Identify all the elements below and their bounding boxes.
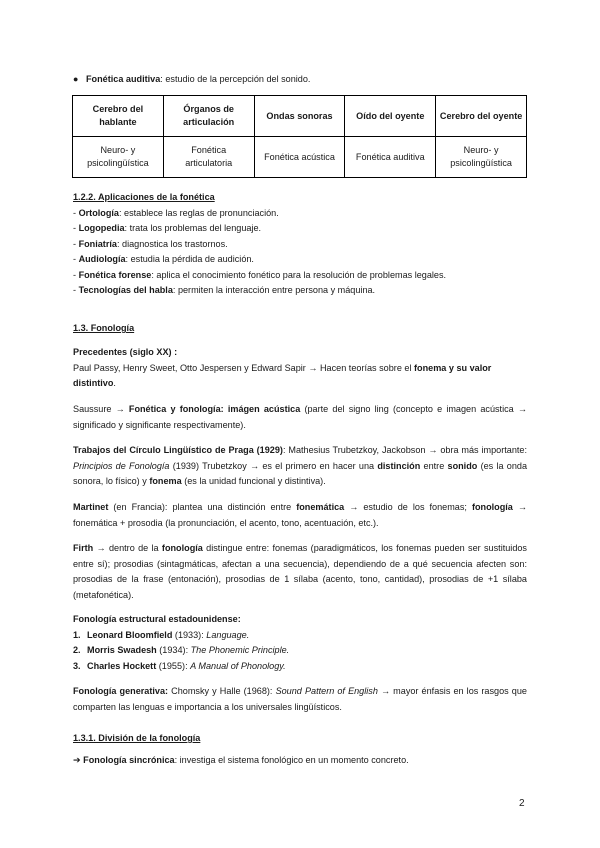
saussure-paragraph [73,402,527,433]
martinet-text: → fonemática + prosodia (la pronunciación, el acento, tono, acentuación, etc.). [73,502,527,528]
generativa-bold: Fonología generativa: [73,686,169,696]
list-item [73,268,527,284]
intro-term: Fonética auditiva [86,74,161,84]
item-term: Foniatría [78,238,117,249]
martinet-text: (en Francia): plantea una distinción entre [108,502,297,512]
item-term: Tecnologías del habla [78,285,173,295]
firth-text: distingue entre: fonemas (paradigmáticos, los fonemas pueden ser sustituidos entre sí); prosodias (sintagmáticas, afectan a una secuencia), dependiendo de a qué secuencia afecten son: prosodias de la frase (entonación), prosodias de 1 sílaba (acento, tono, cantidad), prosodias de +1 sílaba (metafonética). [73,543,527,600]
author-name: Leonard Bloomfield [87,629,173,640]
page-number: 2 [519,798,525,809]
praga-text: (1939) Trubetzkoy → es el primero en hacer una [169,460,378,471]
table-cell: Fonética acústica [254,137,345,178]
firth-paragraph [73,541,527,603]
intro-text: : estudio de la percepción del sonido. [160,74,311,84]
item-text: : diagnostica los trastornos. [116,238,228,249]
list-number: 3. [73,660,81,671]
list-item [73,252,527,268]
generativa-paragraph [73,684,527,715]
generativa-work: Sound Pattern of English [275,686,378,696]
author-name: Charles Hockett [87,660,157,671]
table-header-cell: Órganos de articulación [163,96,254,137]
item-term: Logopedia [78,223,125,233]
section-title: 1.3.1. División de la fonología [73,733,201,743]
martinet-name: Martinet [73,502,109,512]
list-item [73,221,527,237]
section-title: 1.2.2. Aplicaciones de la fonética [73,192,215,202]
precedentes-bold: fonema y su valor distintivo [73,362,492,388]
item-text: : establece las reglas de pronunciación. [118,207,279,218]
praga-work: Principios de Fonología [73,460,170,471]
item-text: : trata los problemas del lenguaje. [124,223,262,233]
division-text: : investiga el sistema fonológico en un momento concreto. [174,754,409,765]
praga-text: (es la unidad funcional y distintiva). [181,476,326,486]
firth-name: Firth [73,543,94,553]
estructural-title: Fonología estructural estadounidense: [73,614,241,624]
praga-bold: distinción [377,460,421,471]
dash-marker: - [73,269,77,280]
table-cell: Fonética articulatoria [163,137,254,178]
praga-bold: fonema [149,476,182,486]
author-name: Morris Swadesh [87,645,157,655]
praga-paragraph [73,443,527,490]
phonetics-table [72,95,527,178]
list-item [73,206,527,222]
table-header-cell: Oído del oyente [345,96,436,137]
table-header-cell: Cerebro del hablante [73,96,164,137]
praga-bold: Trabajos del Círculo Lingüístico de Praga (1929) [73,445,283,455]
table-cell: Fonética auditiva [345,137,436,178]
table-cell: Neuro- y psicolingüística [436,137,527,178]
praga-text: entre [420,460,448,471]
estructural-section [73,612,527,674]
praga-text: : Mathesius Trubetzkoy, Jackobson → obra más importante: [282,445,527,455]
list-number: 1. [73,629,81,640]
author-year: (1955): [156,660,191,671]
list-item [73,237,527,253]
list-number: 2. [73,645,81,655]
precedentes-label: Precedentes (siglo XX) : [73,347,178,357]
aplicaciones-section [73,190,527,299]
table-row [73,137,527,178]
author-work: A Manual of Phonology. [190,660,286,671]
dash-marker: - [73,285,77,295]
arrow-icon: ➔ [73,754,81,765]
item-term: Ortología [78,207,119,218]
intro-bullet-line [73,72,527,88]
firth-text: → dentro de la [93,543,162,553]
precedentes-end: . [113,378,116,388]
praga-text: (es la onda sonora, lo físico) y [73,460,528,486]
item-text: : permiten la interacción entre persona y máquina. [172,285,376,295]
author-year: (1933): [172,629,207,640]
table-header-row [73,96,527,137]
list-item [73,753,527,769]
dash-marker: - [73,223,77,233]
dash-marker: - [73,238,77,249]
precedentes-paragraph [73,345,527,392]
list-item [73,628,527,644]
list-item [73,643,527,659]
saussure-text: (parte del signo ling (concepto e imagen acústica → significado y significante respectivamente). [73,404,527,430]
list-item [73,659,527,675]
item-term: Audiología [78,254,126,264]
division-section [73,731,527,768]
author-work: Language. [206,629,250,640]
dash-marker: - [73,254,77,264]
author-work: The Phonemic Principle. [190,645,290,655]
generativa-text: → mayor énfasis en los rasgos que comparten las lenguas e importancia a los universales lingüísticos. [73,686,527,712]
bullet-dot: ● [73,74,79,84]
list-item [73,283,527,299]
author-year: (1934): [156,645,191,655]
martinet-text: → estudio de los fonemas; [344,502,472,512]
saussure-name: Saussure → [73,404,129,414]
praga-bold: sonido [447,460,478,471]
item-term: Fonética forense [78,269,152,280]
generativa-text: Chomsky y Halle (1968): [168,686,276,696]
item-text: : estudia la pérdida de audición. [125,254,254,264]
martinet-paragraph [73,500,527,531]
table-header-cell: Cerebro del oyente [436,96,527,137]
martinet-bold: fonemática [296,502,345,512]
table-header-cell: Ondas sonoras [254,96,345,137]
precedentes-text: Paul Passy, Henry Sweet, Otto Jespersen y Edward Sapir → Hacen teorías sobre el [73,362,415,373]
saussure-bold: Fonética y fonología: imágen acústica [128,404,301,414]
table-cell: Neuro- y psicolingüística [73,137,164,178]
firth-bold: fonología [161,543,203,553]
fonologia-title: 1.3. Fonología [73,323,135,333]
dash-marker: - [73,207,77,218]
division-term: Fonología sincrónica [83,754,175,765]
martinet-bold: fonología [471,502,513,512]
item-text: : aplica el conocimiento fonético para la resolución de problemas legales. [151,269,447,280]
